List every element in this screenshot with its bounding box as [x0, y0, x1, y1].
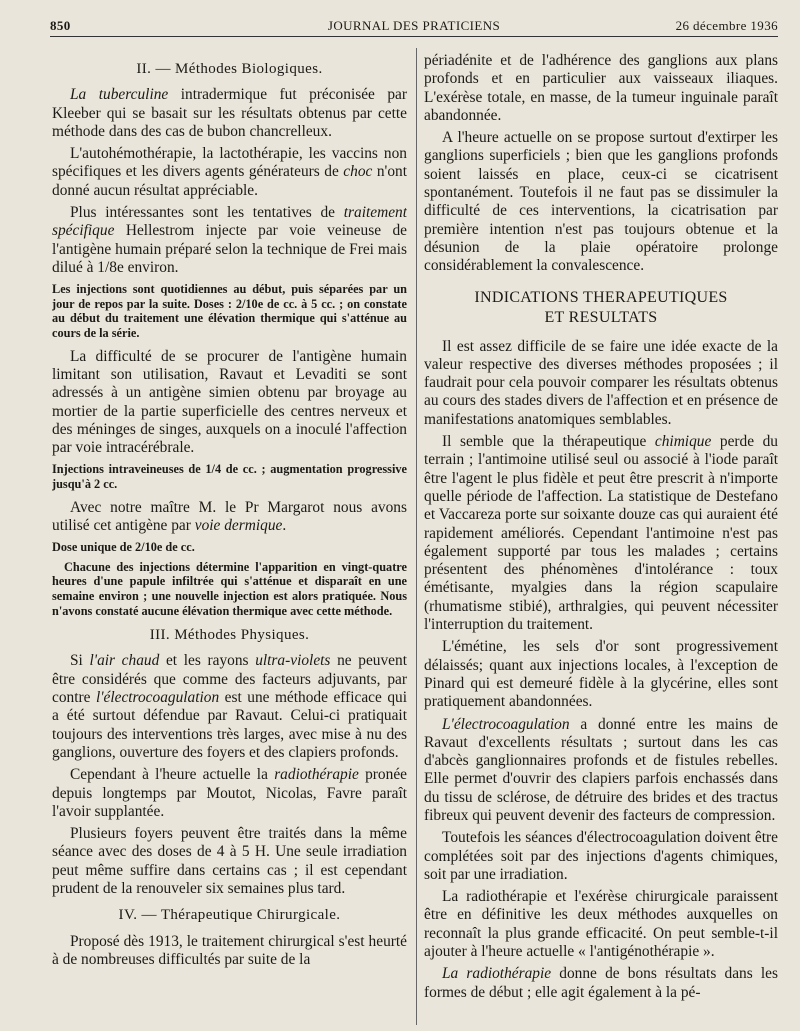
paragraph: La radiothérapie donne de bons résultats dans les formes de début ; elle agit également à la pé-: [424, 965, 778, 1001]
section-heading-physical: III. Méthodes Physiques.: [149, 627, 310, 644]
paragraph: Proposé dès 1913, le traitement chirurgical s'est heurté à de nombreuses difficultés par suite de la: [52, 932, 407, 968]
running-header: [50, 14, 778, 37]
paragraph: L'émétine, les sels d'or sont progressivement délaissés; quant aux injections locales, à l'exception de Pinard qui est demeuré fidèle à la glycérine, elles sont pratiquement abandonnées.: [424, 638, 778, 711]
paragraph: La radiothérapie et l'exérèse chirurgicale paraissent être en définitive les deux méthodes auxquelles on reconnaît la plus grande efficacité. On peut semble-t-il ajouter à l'heure actuelle « l'antigénothérapie ».: [424, 888, 778, 961]
issue-date: 26 décembre 1936: [675, 18, 778, 33]
paragraph: Il semble que la thérapeutique chimique perde du terrain ; l'antimoine utilisé seul ou associé à l'iode paraît être l'agent le plus fidèle et peut être prescrit à n'importe quelle période de l'affection. La statistique de Destefano et Vaccareza porte sur soixante douze cas qui auraient été rapidement améliorés. Cependant l'antimoine n'est pas également supporté par tous les malades ; certains présentent des phénomènes d'intolérance : toux émétisante, myalgies dans la région scapulaire (rhumatisme stibié), arthralgies, qui peuvent nécessiter l'interruption du traitement.: [424, 433, 778, 634]
paragraph: La tuberculine intradermique fut préconisée par Kleeber qui se basait sur les résultats obtenus par cette méthode dans des cas de bubon chancrelleux.: [52, 86, 407, 140]
paragraph: Toutefois les séances d'électrocoagulation doivent être complétées soit par des injections d'agents chimiques, soit par une irradiation.: [424, 829, 778, 883]
section-heading-biological: II. — Méthodes Biologiques.: [136, 61, 323, 77]
paragraph: Plus intéressantes sont les tentatives de traitement spécifique Hellestrom injecte par voie veineuse de l'antigène humain préparé selon la technique de Frei mais dilué à 1/8e environ.: [52, 204, 407, 276]
dosage-note: Les injections sont quotidiennes au début, puis séparées par un jour de repos par la suite. Doses : 2/10e de cc. à 5 cc. ; on constate au début du traitement une élévation thermique qui s'atténue au cours de la série.: [52, 282, 407, 341]
paragraph: L'autohémothérapie, la lactothérapie, les vaccins non spécifiques et les divers agents générateurs de choc n'ont donné aucun résultat appréciable.: [52, 145, 407, 199]
section-heading-surgical: IV. — Thérapeutique Chirurgicale.: [118, 907, 341, 924]
dosage-note: Chacune des injections détermine l'apparition en vingt-quatre heures d'une papule infiltrée qui s'atténue et disparaît en une semaine environ ; une nouvelle injection est alors pratiquée. Nous n'avons constaté aucune élévation thermique avec cette méthode.: [52, 559, 407, 618]
paragraph: Si l'air chaud et les rayons ultra-violets ne peuvent être considérés que comme des facteurs adjuvants, par contre l'électrocoagulation est une méthode efficace qui a été surtout défendue par Ravaut. Celui-ci pratiquait toujours des interventions très larges, avec mise à nu des ganglions, ouverture des foyers et des clapiers profonds.: [52, 652, 407, 761]
page-number: 850: [50, 18, 71, 33]
paragraph: Il est assez difficile de se faire une idée exacte de la valeur respective des diverses méthodes proposées ; il faudrait pour cela pouvoir comparer les résultats obtenus au cours des stades divers de l'affection et en présence de manifestations anatomiques semblables.: [424, 337, 778, 428]
section-heading-indications: INDICATIONS THERAPEUTIQUES ET RESULTATS: [474, 288, 728, 326]
dosage-note: Injections intraveineuses de 1/4 de cc. ; augmentation progressive jusqu'à 2 cc.: [52, 462, 407, 492]
paragraph: La difficulté de se procurer de l'antigène humain limitant son utilisation, Ravaut et Levaditi se sont adressés à un antigène simien obtenu par broyage au mortier de la partie superficielle des centres nerveux et des méninges de singes, auxquels on a inoculé l'affection par voie intracérébrale.: [52, 347, 407, 457]
left-column: [52, 52, 407, 1025]
paragraph: Plusieurs foyers peuvent être traités dans la même séance avec des doses de 4 à 5 H. Une seule irradiation peut même suffire dans certains cas ; il est cependant prudent de la renouveler six semaines plus tard.: [52, 825, 407, 898]
paragraph: A l'heure actuelle on se propose surtout d'extirper les ganglions superficiels ; bien que les ganglions profonds soient laissés en place, ceux-ci se cicatrisent spontanément. Toutefois il ne faut pas se dissimuler la difficulté de ces interventions, la cicatrisation par première intention n'est pas toujours obtenue et la désunion de la plaie opératoire prolonge considérablement la convalescence.: [424, 129, 778, 275]
column-divider: [416, 48, 417, 1025]
journal-title: JOURNAL DES PRATICIENS: [327, 18, 501, 33]
paragraph: Cependant à l'heure actuelle la radiothérapie pronée depuis longtemps par Moutot, Nicolas, Favre paraît l'avoir supplantée.: [52, 766, 407, 820]
paragraph: L'électrocoagulation a donné entre les mains de Ravaut d'excellents résultats ; surtout dans les cas d'abcès ganglionnaires profonds et de fistules rebelles. Elle permet d'ouvrir des clapiers parfois enchassés dans du tissu de sclérose, de détruire des brides et des tractus fibreux qui peuvent devenir des facteurs de compression.: [424, 715, 778, 824]
right-column: [424, 52, 778, 1025]
paragraph: Avec notre maître M. le Pr Margarot nous avons utilisé cet antigène par voie dermique.: [52, 498, 407, 534]
dosage-note: Dose unique de 2/10e de cc.: [52, 540, 195, 555]
paragraph: périadénite et de l'adhérence des ganglions aux plans profonds et en particulier aux vaisseaux iliaques. L'exérèse totale, en masse, de la tumeur inguinale paraît abandonnée.: [424, 52, 778, 124]
